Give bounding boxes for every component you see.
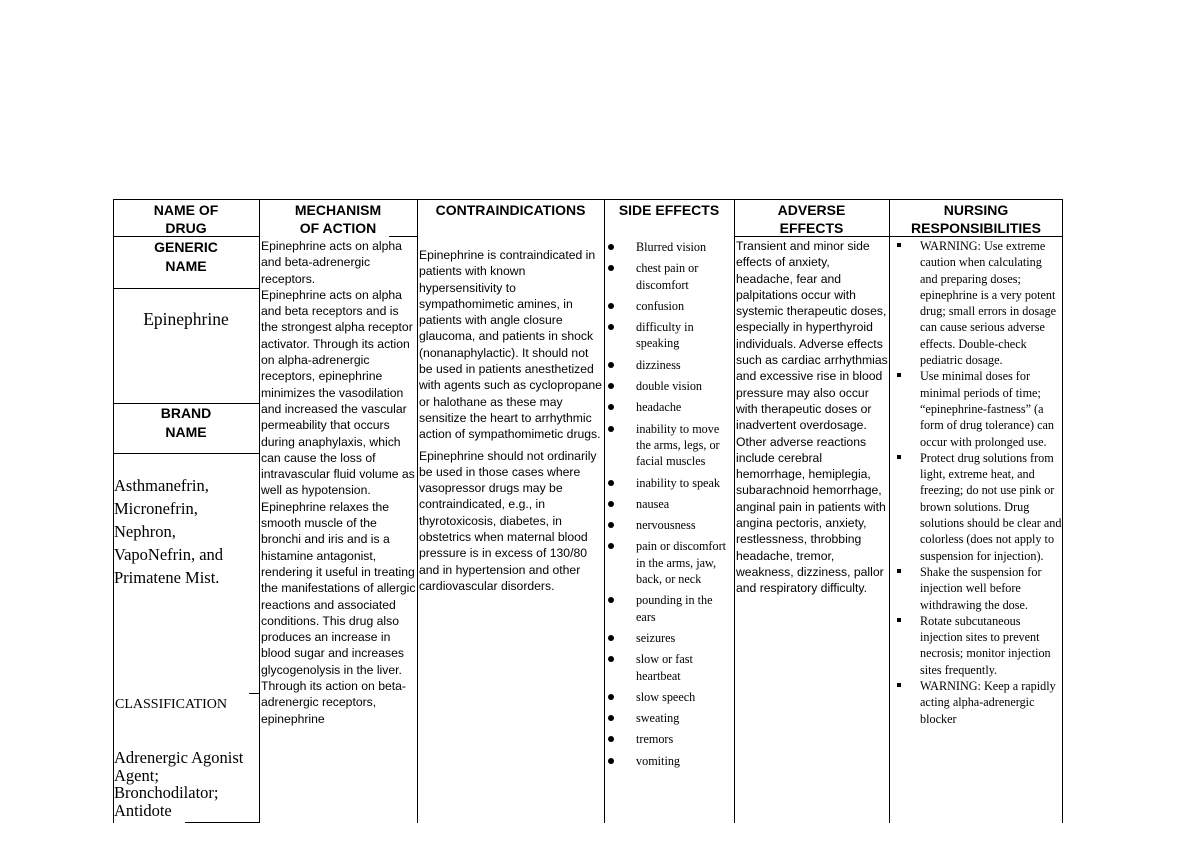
nursing-text: Shake the suspension for injection well before withdrawing the dose. (920, 564, 1042, 612)
header-line: OF ACTION (299, 220, 377, 236)
nursing-item (891, 238, 1062, 368)
side-effect-item (606, 517, 734, 533)
header-line: SIDE EFFECTS (618, 202, 720, 218)
side-effect-item (606, 378, 734, 394)
mechanism-intro: Epinephrine acts on alpha and beta-adrenergic receptors. (261, 239, 402, 286)
bullet-icon (608, 501, 614, 507)
brand-name-label (113, 404, 259, 442)
nursing-item (891, 613, 1062, 678)
side-effect-text: inability to move the arms, legs, or facial muscles (636, 421, 720, 469)
row-separator (185, 822, 259, 823)
square-bullet-icon (897, 618, 901, 622)
nursing-text: Protect drug solutions from light, extreme heat, and freezing; do not use pink or brown solutions. Drug solutions should be clear and colorless (does not apply to suspension for injection). (920, 450, 1062, 563)
generic-name-value: Epinephrine (143, 309, 229, 329)
label-line: NAME (165, 258, 207, 274)
nursing-list (891, 238, 1062, 727)
header-nursing (889, 201, 1063, 237)
adverse-effects-text: Transient and minor side effects of anxiety, headache, fear and palpitations occur with systemic therapeutic doses, especially in hyperthyroid individuals. Adverse effects such as cardiac arrhythmias and excessive rise in blood pressure may also occur with therapeutic doses or inadvertent overdosage. Other adverse reactions include cerebral hemorrhage, hemiplegia, subarachnoid hemorrhage, anginal pain in patients with angina pectoris, anxiety, restlessness, throbbing headache, tremor, weakness, dizziness, pallor and respiratory difficulty. (736, 239, 888, 596)
nursing-text: WARNING: Keep a rapidly acting alpha-adrenergic blocker (920, 679, 1056, 726)
side-effect-item (606, 592, 734, 625)
brand-line: Asthmanefrin, (114, 476, 209, 495)
side-effect-item (606, 651, 734, 684)
side-effect-text: sweating (636, 711, 680, 726)
col-border (417, 199, 418, 823)
contraindications-paragraph-1: Epinephrine is contraindicated in patients with known hypersensitivity to sympathomimetic amines, in patients with angle closure glaucoma, and patients in shock (nonanaphylactic). It should not be used in patients anesthetized with agents such as cyclopropane or halothane as these may sensitize the heart to arrhythmic action of sympathomimetic drugs. (419, 248, 602, 442)
side-effect-item (606, 710, 734, 726)
side-effect-text: nervousness (636, 518, 696, 533)
col-border (1062, 199, 1063, 823)
table-top-border (113, 199, 1063, 200)
bullet-icon (608, 656, 614, 662)
classification-label: CLASSIFICATION (115, 697, 228, 712)
side-effect-text: double vision (636, 379, 703, 394)
brand-name-value (114, 474, 259, 589)
header-name-of-drug (113, 201, 259, 237)
contraindications-cell (419, 247, 604, 822)
bullet-icon (608, 543, 614, 549)
side-effect-item (606, 496, 734, 512)
bullet-icon (608, 383, 614, 389)
bullet-icon (608, 426, 614, 432)
header-mechanism (259, 201, 417, 237)
side-effect-text: difficulty in speaking (636, 320, 694, 351)
mechanism-body: Epinephrine acts on alpha and beta receptors and is the strongest alpha receptor activator. Through its action on alpha-adrenergic receptors, epinephrine minimizes the vasodilation and increased the vascular permeability that occurs during anaphylaxis, which can cause the loss of intravascular fluid volume as well as hypotension. Epinephrine relaxes the smooth muscle of the bronchi and iris and is a histamine antagonist, rendering it useful in treating the manifestations of allergic reactions and associated conditions. This drug also produces an increase in blood sugar and increases glycogenolysis in the liver. Through its action on beta-adrenergic receptors, epinephrine (261, 287, 416, 726)
square-bullet-icon (897, 243, 901, 247)
square-bullet-icon (897, 683, 901, 687)
bullet-icon (608, 715, 614, 721)
bullet-icon (608, 324, 614, 330)
side-effects-list (606, 239, 734, 769)
label-line: BRAND (160, 405, 212, 421)
header-side-effects (604, 201, 734, 219)
col-border (734, 199, 735, 823)
header-line: NURSING (943, 202, 1009, 218)
label-line: NAME (165, 424, 207, 440)
bullet-icon (608, 694, 614, 700)
header-line: CONTRAINDICATIONS (435, 202, 586, 218)
row-separator (113, 453, 259, 454)
header-line: EFFECTS (779, 220, 844, 236)
side-effect-item (606, 298, 734, 314)
square-bullet-icon (897, 373, 901, 377)
header-line: DRUG (165, 220, 207, 236)
side-effect-text: inability to speak (636, 475, 720, 490)
side-effect-text: vomiting (636, 753, 681, 768)
side-effect-text: Blurred vision (636, 240, 707, 254)
header-line: ADVERSE (777, 202, 846, 218)
side-effect-item (606, 421, 734, 470)
side-effect-text: seizures (636, 630, 676, 645)
bullet-icon (608, 362, 614, 368)
header-contraindications (417, 201, 604, 219)
bullet-icon (608, 522, 614, 528)
col-border (259, 199, 260, 823)
square-bullet-icon (897, 569, 901, 573)
side-effect-text: slow speech (636, 689, 696, 704)
bullet-icon (608, 480, 614, 486)
header-line: MECHANISM (294, 202, 382, 218)
classification-line: Bronchodilator; (114, 783, 219, 802)
col-border (604, 199, 605, 823)
brand-line: Micronefrin, (114, 499, 198, 518)
header-line: NAME OF (153, 202, 219, 218)
square-bullet-icon (897, 455, 901, 459)
bullet-icon (608, 303, 614, 309)
bullet-icon (608, 244, 614, 250)
header-line: RESPONSIBILITIES (911, 220, 1041, 236)
bullet-icon (608, 265, 614, 271)
brand-line: VapoNefrin, and (114, 545, 224, 564)
nursing-cell (891, 238, 1062, 822)
brand-line: Primatene Mist. (114, 568, 220, 587)
side-effect-text: pounding in the ears (636, 593, 713, 624)
side-effect-text: headache (636, 400, 682, 415)
side-effect-item (606, 630, 734, 646)
side-effect-item (606, 319, 734, 352)
side-effect-item (606, 475, 734, 491)
drug-table (113, 199, 1063, 823)
side-effect-text: nausea (636, 496, 670, 511)
nursing-item (891, 368, 1062, 449)
side-effect-text: dizziness (636, 357, 681, 372)
side-effect-item (606, 357, 734, 373)
side-effect-item (606, 538, 734, 587)
nursing-text: WARNING: Use extreme caution when calculating and preparing doses; epinephrine is a very potent drug; small errors in dosage can cause serious adverse effects. Double-check pediatric dosage. (920, 239, 1057, 368)
brand-line: Nephron, (114, 522, 176, 541)
classification-line: Antidote (114, 800, 172, 819)
mechanism-cell (261, 238, 417, 822)
bullet-icon (608, 635, 614, 641)
col-border (889, 199, 890, 823)
side-effect-text: confusion (636, 298, 685, 313)
side-effect-item (606, 731, 734, 747)
row-separator (113, 288, 259, 289)
classification-value (114, 749, 259, 819)
side-effect-item (606, 753, 734, 769)
classification-line: Adrenergic Agonist (114, 749, 244, 767)
nursing-item (891, 678, 1062, 727)
row-separator (249, 693, 259, 694)
side-effect-item (606, 689, 734, 705)
bullet-icon (608, 404, 614, 410)
contraindications-paragraph-2: Epinephrine should not ordinarily be used in those cases where vasopressor drugs may be contraindicated, e.g., in thyrotoxicosis, diabetes, in obstetrics when maternal blood pressure is in excess of 130/80 and in hypertension and other cardiovascular disorders. (419, 448, 597, 593)
side-effect-item (606, 399, 734, 415)
bullet-icon (608, 758, 614, 764)
nursing-text: Use minimal doses for minimal periods of time; “epinephrine-fastness” (a form of drug tolerance) can occur with prolonged use. (920, 369, 1054, 449)
label-line: GENERIC (154, 239, 218, 255)
side-effect-item (606, 239, 734, 255)
nursing-item (891, 564, 1062, 613)
nursing-item (891, 450, 1062, 564)
side-effect-item (606, 260, 734, 293)
side-effect-text: pain or discomfort in the arms, jaw, back, or neck (636, 539, 727, 587)
bullet-icon (608, 597, 614, 603)
bullet-icon (608, 736, 614, 742)
classification-line: Agent; (114, 765, 159, 785)
header-adverse-effects (734, 201, 889, 237)
side-effects-cell (606, 239, 734, 822)
side-effect-text: chest pain or discomfort (636, 261, 699, 292)
adverse-effects-cell (736, 238, 889, 822)
generic-name-label (113, 238, 259, 276)
side-effect-text: slow or fast heartbeat (636, 652, 693, 683)
nursing-text: Rotate subcutaneous injection sites to prevent necrosis; monitor injection sites frequently. (920, 613, 1051, 677)
side-effect-text: tremors (636, 732, 674, 747)
